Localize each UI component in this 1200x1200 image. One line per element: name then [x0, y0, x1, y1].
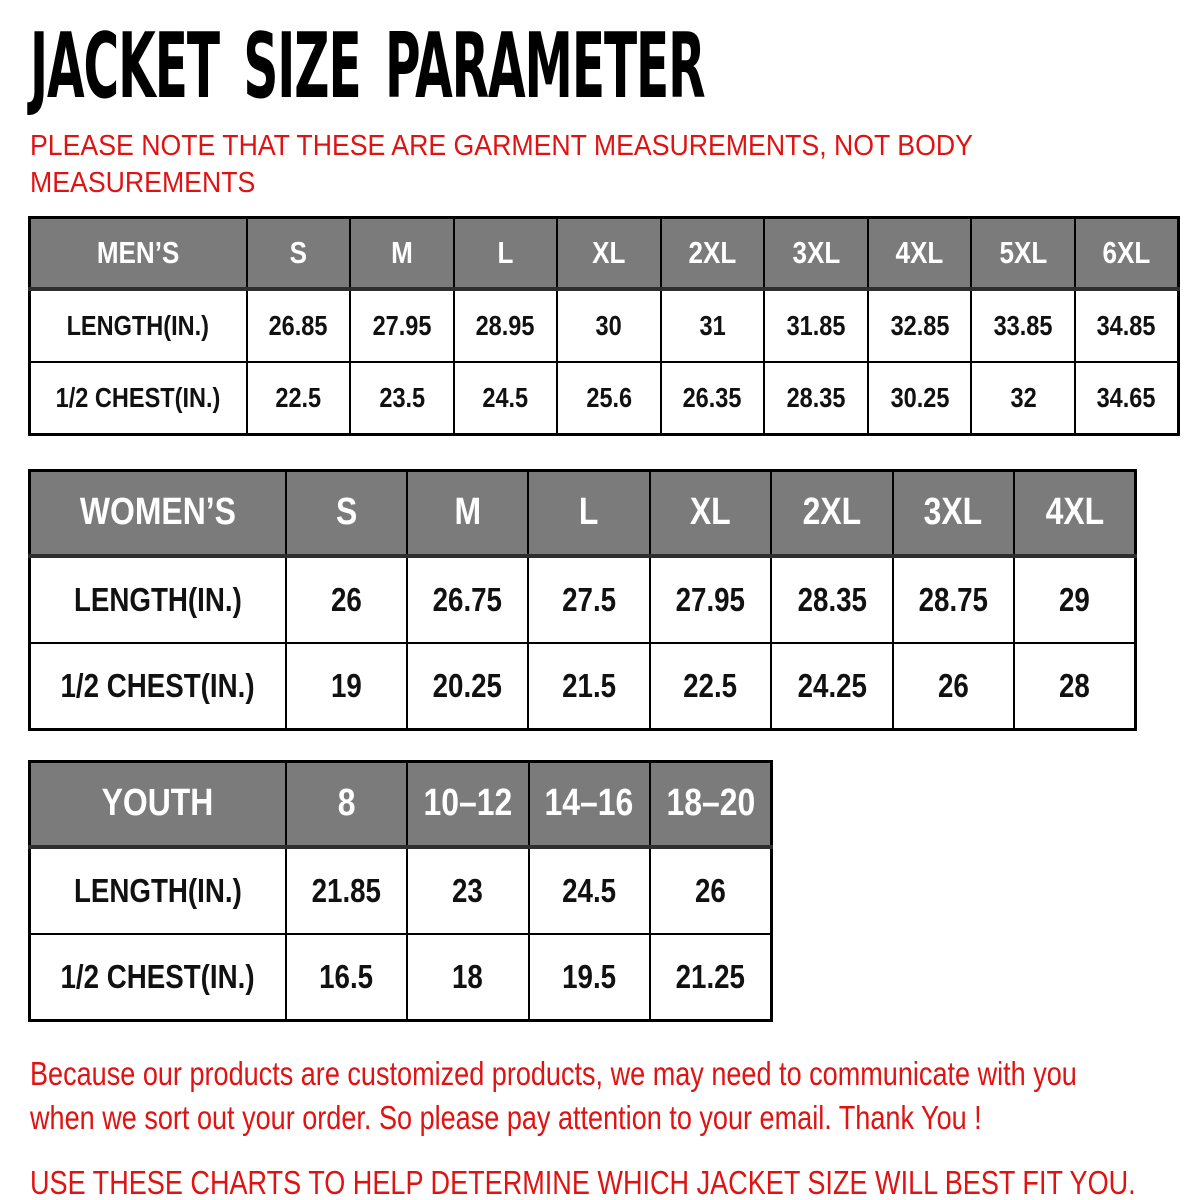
notice-line-1: Because our products are customized products, we may need to communicate with you — [30, 1055, 1077, 1093]
note-line-2: MEASUREMENTS — [30, 167, 256, 200]
size-cell: 33.85 — [971, 289, 1075, 362]
size-cell: 26 — [286, 556, 407, 643]
header-cell: 2XL — [661, 218, 765, 289]
size-cell: 30.25 — [868, 362, 972, 435]
header-cell: M — [350, 218, 454, 289]
header-cell: 18–20 — [650, 762, 772, 847]
size-cell: 28.35 — [764, 362, 868, 435]
size-cell: 22.5 — [247, 362, 351, 435]
header-cell: 10–12 — [407, 762, 529, 847]
size-cell: 29 — [1014, 556, 1135, 643]
size-cell: 26.75 — [407, 556, 528, 643]
header-cell: M — [407, 471, 528, 556]
row-label: 1/2 CHEST(IN.) — [30, 643, 286, 730]
header-cell: L — [454, 218, 558, 289]
size-cell: 18 — [407, 934, 529, 1021]
row-label: LENGTH(IN.) — [30, 556, 286, 643]
header-cell: 5XL — [971, 218, 1075, 289]
size-cell: 16.5 — [286, 934, 408, 1021]
header-cell: L — [528, 471, 649, 556]
size-cell: 26.35 — [661, 362, 765, 435]
header-cell: 4XL — [868, 218, 972, 289]
header-cell: XL — [650, 471, 771, 556]
header-cell: 3XL — [893, 471, 1014, 556]
row-label: LENGTH(IN.) — [30, 847, 286, 934]
row-label: 1/2 CHEST(IN.) — [30, 362, 247, 435]
size-cell: 26.85 — [247, 289, 351, 362]
size-cell: 28.75 — [893, 556, 1014, 643]
size-cell: 34.65 — [1075, 362, 1179, 435]
size-cell: 34.85 — [1075, 289, 1179, 362]
size-cell: 30 — [557, 289, 661, 362]
size-cell: 24.5 — [454, 362, 558, 435]
womens-chest-row — [30, 643, 1136, 730]
size-cell: 21.25 — [650, 934, 772, 1021]
row-label: LENGTH(IN.) — [30, 289, 247, 362]
garment-measurement-note — [30, 128, 1200, 202]
youth-chest-row — [30, 934, 772, 1021]
page-title: JACKET SIZE PARAMETER — [30, 14, 705, 119]
size-cell: 19.5 — [529, 934, 651, 1021]
row-label: 1/2 CHEST(IN.) — [30, 934, 286, 1021]
size-cell: 22.5 — [650, 643, 771, 730]
size-cell: 21.85 — [286, 847, 408, 934]
youth-header-row — [30, 762, 772, 847]
notice-line-2: when we sort out your order. So please pay attention to your email. Thank You ! — [30, 1098, 982, 1136]
mens-size-table — [28, 216, 1180, 436]
womens-table-title-cell: WOMEN’S — [30, 471, 286, 556]
header-cell: S — [247, 218, 351, 289]
mens-table-title-cell: MEN’S — [30, 218, 247, 289]
size-cell: 23 — [407, 847, 529, 934]
size-cell: 23.5 — [350, 362, 454, 435]
size-cell: 27.5 — [528, 556, 649, 643]
youth-size-table — [28, 760, 773, 1022]
header-cell: 4XL — [1014, 471, 1135, 556]
mens-header-row — [30, 218, 1179, 289]
size-cell: 27.95 — [650, 556, 771, 643]
header-cell: 14–16 — [529, 762, 651, 847]
size-cell: 32.85 — [868, 289, 972, 362]
size-cell: 19 — [286, 643, 407, 730]
size-cell: 32 — [971, 362, 1075, 435]
customization-notice — [30, 1052, 1200, 1139]
header-cell: 3XL — [764, 218, 868, 289]
mens-length-row — [30, 289, 1179, 362]
header-cell: XL — [557, 218, 661, 289]
chart-usage-note — [30, 1161, 1200, 1200]
usage-line: USE THESE CHARTS TO HELP DETERMINE WHICH JACKET SIZE WILL BEST FIT YOU. — [30, 1164, 1136, 1200]
size-cell: 31 — [661, 289, 765, 362]
header-cell: S — [286, 471, 407, 556]
womens-length-row — [30, 556, 1136, 643]
size-cell: 28.35 — [771, 556, 892, 643]
mens-chest-row — [30, 362, 1179, 435]
womens-size-table — [28, 469, 1137, 731]
size-cell: 25.6 — [557, 362, 661, 435]
header-cell: 8 — [286, 762, 408, 847]
size-cell: 21.5 — [528, 643, 649, 730]
size-cell: 28.95 — [454, 289, 558, 362]
size-cell: 20.25 — [407, 643, 528, 730]
header-cell: 2XL — [771, 471, 892, 556]
youth-length-row — [30, 847, 772, 934]
size-cell: 26 — [650, 847, 772, 934]
size-cell: 28 — [1014, 643, 1135, 730]
size-cell: 31.85 — [764, 289, 868, 362]
size-cell: 24.25 — [771, 643, 892, 730]
youth-table-title-cell: YOUTH — [30, 762, 286, 847]
size-cell: 27.95 — [350, 289, 454, 362]
header-cell: 6XL — [1075, 218, 1179, 289]
womens-header-row — [30, 471, 1136, 556]
size-cell: 24.5 — [529, 847, 651, 934]
size-cell: 26 — [893, 643, 1014, 730]
note-line-1: PLEASE NOTE THAT THESE ARE GARMENT MEASUREMENTS, NOT BODY — [30, 130, 973, 162]
